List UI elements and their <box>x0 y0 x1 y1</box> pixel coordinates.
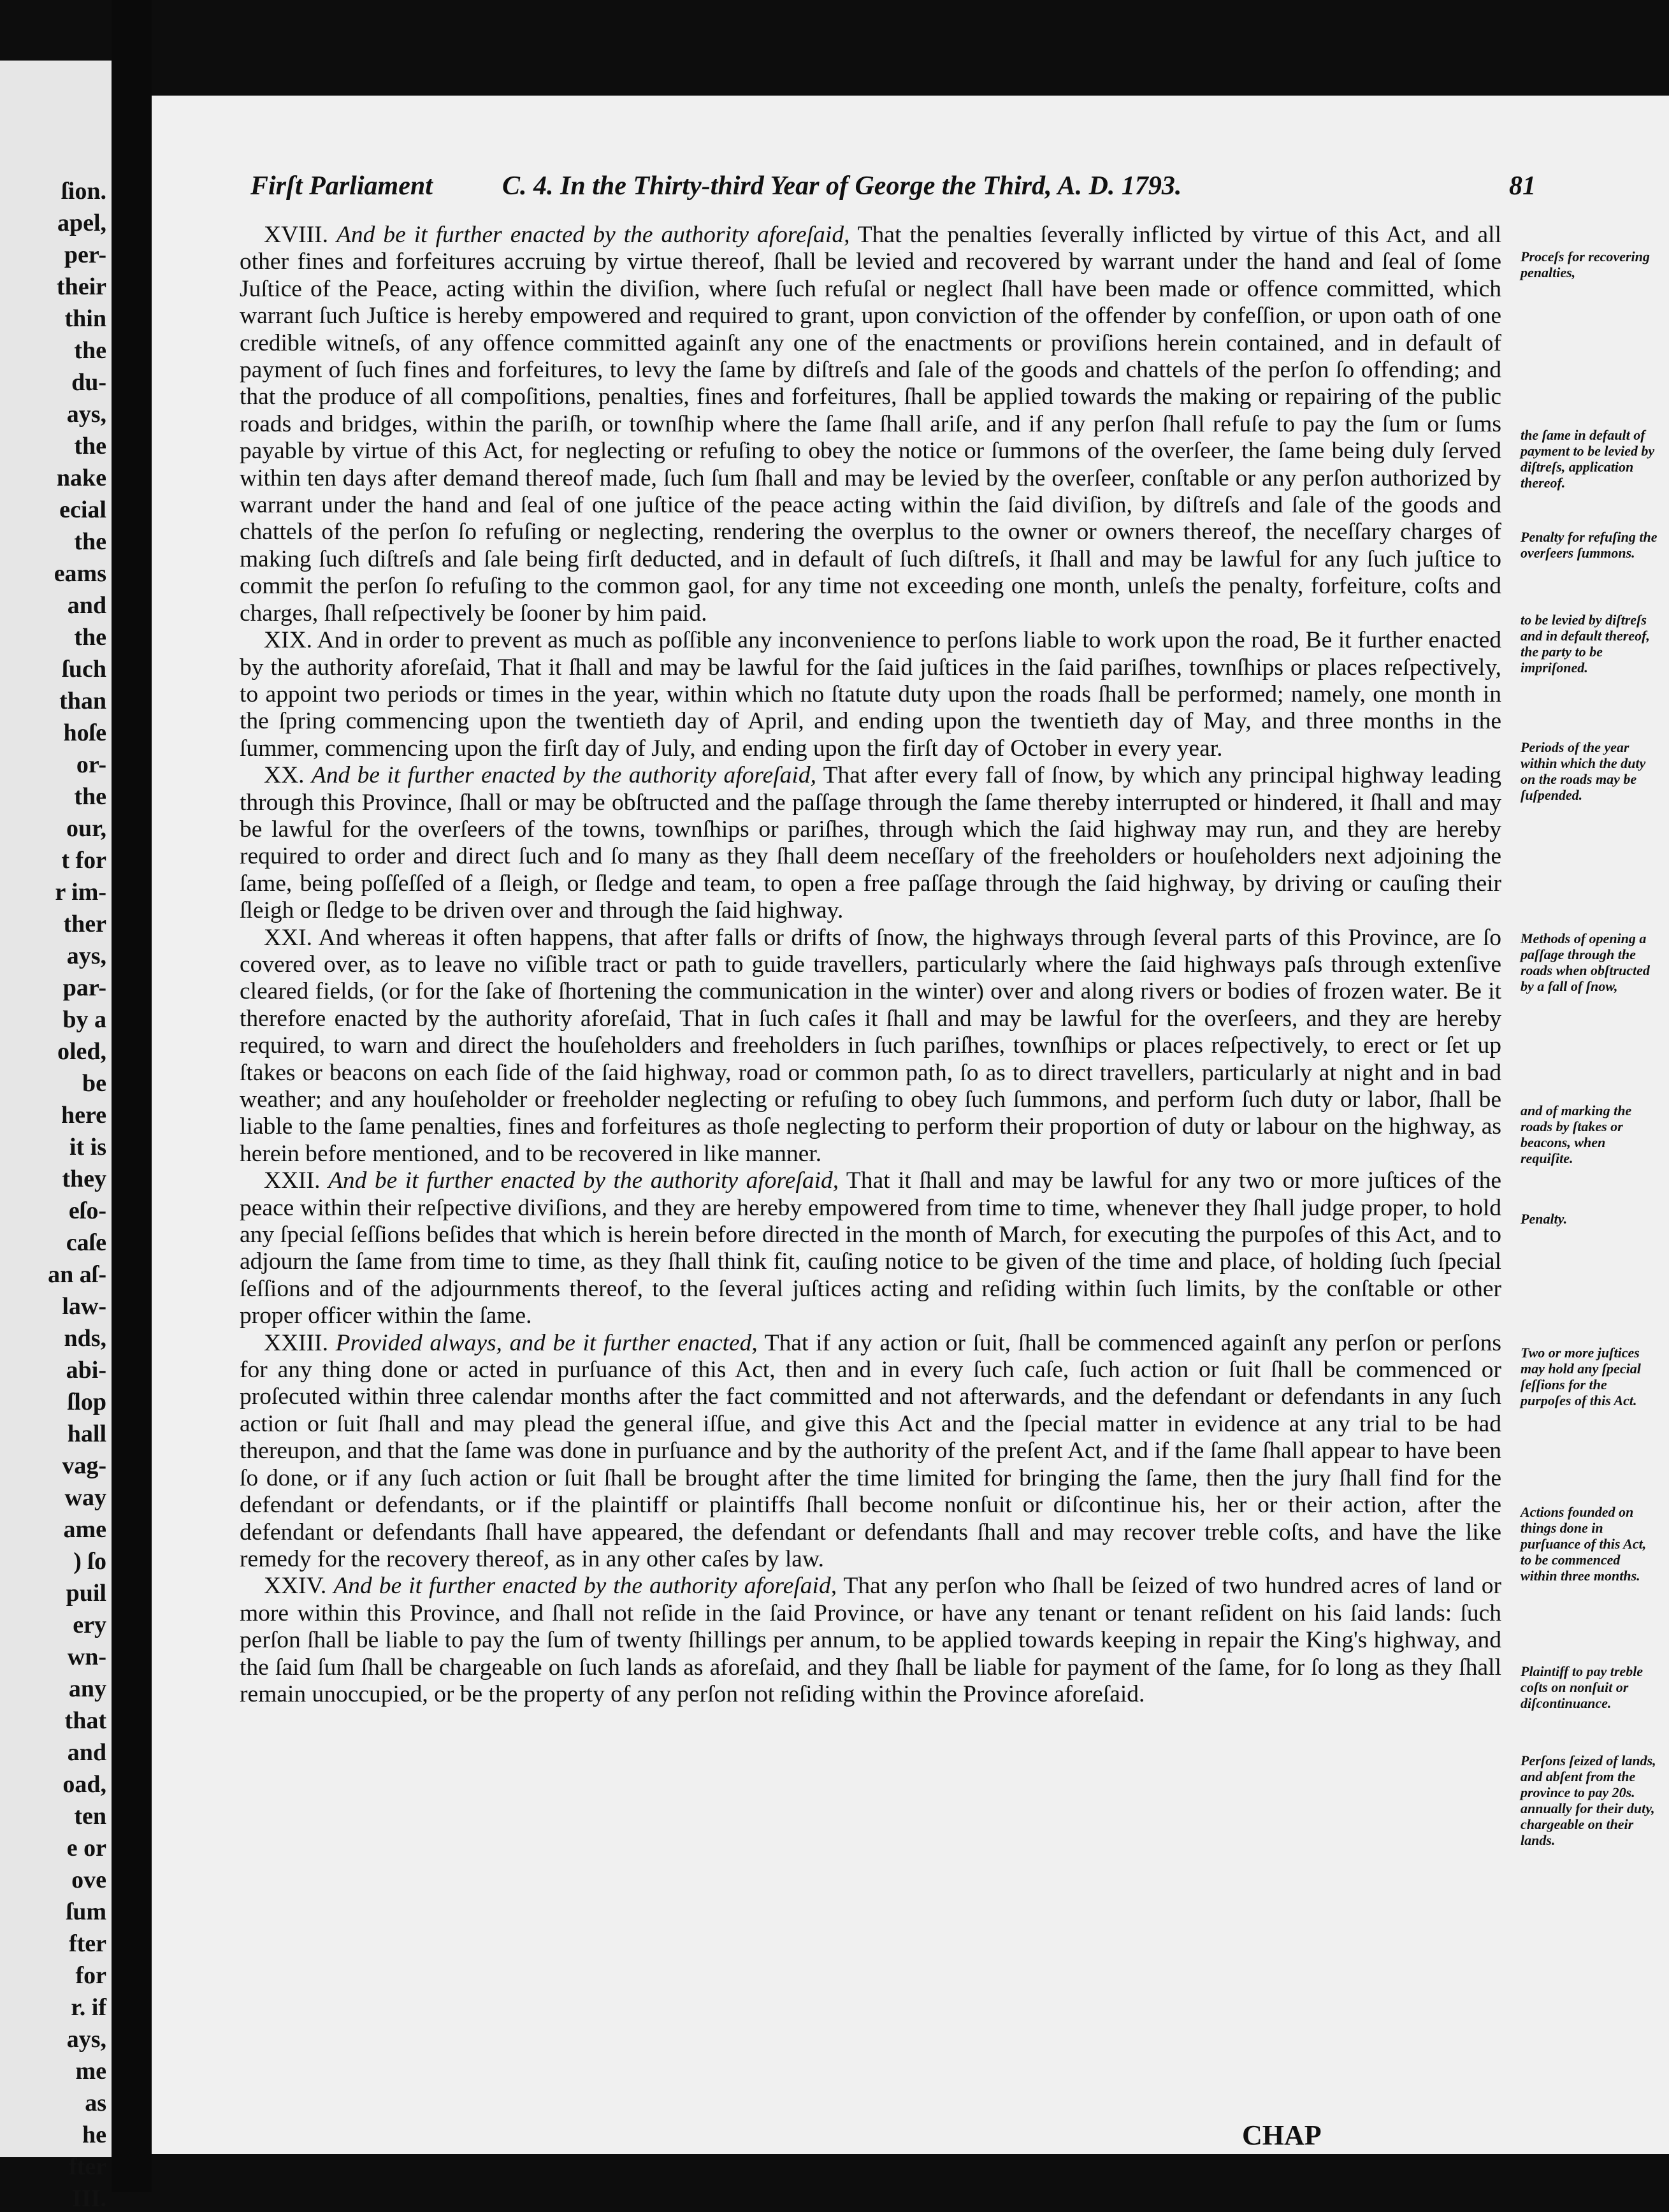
statute-section <box>240 222 1501 627</box>
adjacent-page-line: par- <box>62 974 106 1001</box>
adjacent-page-line: and <box>67 592 106 619</box>
adjacent-page-line: III. <box>72 2185 106 2212</box>
running-header <box>250 171 1536 209</box>
adjacent-page-line: ery <box>73 1612 106 1638</box>
adjacent-page-line: oled, <box>57 1038 106 1065</box>
enacting-clause: And be it further enacted by the authority aforeſaid, <box>328 1167 839 1194</box>
adjacent-page-line: r. if <box>71 1994 106 2021</box>
adjacent-page-line: ) ſo <box>73 1548 106 1575</box>
section-number: XX. <box>264 762 305 789</box>
section-text: That after every fall of ſnow, by which any principal highway leading through this Province, ſhall or may be obſtructed and the paſſage through the ſame thereby interrupted or hindered, it ſhall and may be lawful for the overſeers of the towns, townſhips or pariſhes, through which the ſaid highway may run, and they are hereby required to order and direct ſuch and ſo many as they ſhall deem neceſſary of the freeholders or houſeholders next adjoining the ſame, being poſſeſſed of a ſleigh, or ſledge and team, to open a free paſſage through the ſaid highway, by driving or cauſing their ſleigh or ſledge to be driven over and through the ſaid highway. <box>240 762 1502 924</box>
section-number: XXIV. <box>264 1573 327 1600</box>
margin-note: Penalty for refuſing the overſeers ſummons. <box>1521 529 1658 561</box>
section-number: XXII. <box>264 1167 321 1194</box>
adjacent-page-line: than <box>59 688 106 714</box>
section-text: And whereas it often happens, that after falls or drifts of ſnow, the highways through ſeveral parts of this Province, are ſo covered over, as to leave no viſible tract or path to guide travellers, particularly where the ſaid highways paſs through extenſive cleared fields, (or for the ſake of ſhortening the communication in the winter) over and along rivers or bodies of frozen water. Be it therefore enacted by the authority aforeſaid, That in ſuch caſes it ſhall and may be lawful for the overſeers, and they are hereby required, to warn and direct the houſeholders and freeholders in ſuch pariſhes, townſhips or places reſpectively, to erect or ſet up ſtakes or beacons on each ſide of the ſaid highway, road or common path, ſo as to direct travellers, particularly at night and in bad weather; and any houſeholder or freeholder neglecting or refuſing to obey ſuch ſummons, and perform ſuch duty or labor, ſhall be liable to the ſame penalties, fines and forfeitures as thoſe neglecting to perform their proportion of duty or labour on the highway, as herein before mentioned, and to be recovered in like manner. <box>240 924 1501 1167</box>
statute-section <box>240 1167 1501 1329</box>
adjacent-page-line: fter <box>68 1930 106 1957</box>
section-text: That the penalties ſeverally inflicted by virtue of this Act, and all other fines and forfeitures accruing by virtue thereof, ſhall be levied and recovered by warrant under the hand and ſeal of ſome Juſtice of the Peace, acting within the diviſion, where ſuch refuſal or neglect ſhall have been made or offence committed, which warrant ſuch Juſtice is hereby empowered and required to grant, upon conviction of the offender by confeſſion, or upon oath of one credible witneſs, of any offence committed againſt any one of the enactments or proviſions herein contained, and in default of payment of ſuch fines and forfeitures, to levy the ſame by diſtreſs and ſale of the goods and chattels of the perſon ſo offending; and that the produce of all compoſitions, penalties, fines and forfeitures, ſhall be applied towards the making or repairing of the public roads and bridges, within the pariſh, or townſhip where the ſame ſhall ariſe, and if any perſon ſhall refuſe to pay the ſum or ſums payable by virtue of this Act, for neglecting or refuſing to obey the notice or ſummons of the overſeer, the ſame being duly ſerved within ten days after demand thereof made, ſuch ſum ſhall and may be levied by the overſeer, conſtable or any perſon authorized by warrant under the hand and ſeal of one juſtice of the peace acting within the ſaid diviſion, by diſtreſs and ſale of the goods and chattels of the perſon ſo refuſing or neglecting, rendering the overplus to the owner or owners thereof, the neceſſary charges of making ſuch diſtreſs and ſale being firſt deducted, and in default of ſuch diſtreſs, it ſhall and may be lawful for any ſuch juſtice to commit the perſon ſo refuſing to the common gaol, for any time not exceeding one month, unleſs the penalty, forfeiture, coſts and charges, ſhall reſpectively be ſooner by him paid. <box>240 222 1501 626</box>
adjacent-page-line: any <box>68 1675 106 1702</box>
adjacent-page-line: it is <box>69 1134 106 1160</box>
margin-note: and of marking the roads by ſtakes or beacons, when requiſite. <box>1521 1102 1632 1166</box>
adjacent-page-line: eſo- <box>68 1197 106 1224</box>
adjacent-page-line: ecial <box>59 496 106 523</box>
adjacent-page-line: and <box>67 1739 106 1766</box>
adjacent-page-line: fter <box>68 2153 106 2180</box>
section-number: XXI. <box>264 924 313 951</box>
adjacent-page-line: caſe <box>66 1229 106 1256</box>
adjacent-page-line: be <box>82 1070 106 1097</box>
adjacent-page-line: that <box>64 1707 106 1734</box>
statute-section <box>240 762 1501 924</box>
margin-note: Periods of the year within which the duty on the roads may be ſuſpended. <box>1521 739 1646 803</box>
adjacent-page-line: the <box>74 337 106 364</box>
margin-note: Methods of opening a paſſage through the roads when obſtructed by a fall of ſnow, <box>1521 930 1650 994</box>
adjacent-page-line: way <box>64 1484 106 1511</box>
adjacent-page-line: their <box>56 273 106 300</box>
adjacent-page-line: they <box>62 1166 106 1192</box>
book-gutter <box>112 0 152 2192</box>
adjacent-page-line: ays, <box>66 2026 106 2053</box>
adjacent-page-line: he <box>82 2122 106 2148</box>
adjacent-page-line: nds, <box>64 1325 106 1352</box>
enacting-clause: And be it further enacted by the authority aforeſaid, <box>311 762 816 789</box>
adjacent-page-line: me <box>75 2058 106 2085</box>
section-number: XXIII. <box>264 1329 329 1356</box>
margin-note: Plaintiff to pay treble coſts on nonſuit or diſcontinuance. <box>1521 1663 1644 1711</box>
adjacent-page-line: or- <box>76 751 106 778</box>
adjacent-page-line: per- <box>64 242 106 268</box>
page-number: 81 <box>1509 171 1536 201</box>
adjacent-page-line: puil <box>66 1580 106 1607</box>
statute-section <box>240 1573 1501 1708</box>
adjacent-page-line: ays, <box>66 943 106 969</box>
adjacent-page-line: ſuch <box>62 656 106 683</box>
adjacent-page-line: ten <box>74 1803 106 1830</box>
statute-section <box>240 925 1501 1168</box>
margin-note: Penalty. <box>1521 1211 1568 1227</box>
adjacent-page-line: apel, <box>57 210 106 236</box>
adjacent-page-line: ays, <box>66 401 106 428</box>
enacting-clause: And be it further enacted by the authority aforeſaid, <box>333 1573 837 1600</box>
adjacent-page-line: ſion. <box>61 178 106 205</box>
section-text: That it ſhall and may be lawful for any two or more juſtices of the peace within their reſpective diviſions, and they are hereby empowered from time to time, whenever they ſhall judge proper, to hold any ſpecial ſeſſions beſides that which is herein before directed in the month of March, for executing the purpoſes of this Act, and to adjourn the ſame from time to time, as they ſhall think fit, cauſing notice to be given of the time and place, of holding ſuch ſpecial ſeſſions and of the adjournments thereof, to the ſeveral juſtices acting and reſiding within ſuch limits, by the conſtable or other proper officer within the ſame. <box>240 1167 1502 1329</box>
adjacent-page-line: ſlop <box>67 1389 106 1415</box>
document-page <box>152 96 1669 2154</box>
section-text: And in order to prevent as much as poſſible any inconvenience to perſons liable to work upon the road, Be it further enacted by the authority aforeſaid, That it ſhall and may be lawful for the ſaid juſtices in the ſaid pariſhes, townſhips or places reſpectively, to appoint two periods or times in the year, within which no ſtatute duty upon the roads ſhall be performed; namely, one month in the ſpring commencing upon the twentieth day of April, and ending upon the twentieth day of May, and three months in the ſummer, commencing upon the firſt day of July, and ending upon the firſt day of October in every year. <box>240 627 1501 762</box>
adjacent-page-line: ame <box>63 1516 106 1543</box>
adjacent-page-line: e or <box>66 1835 106 1861</box>
adjacent-page-line: the <box>74 783 106 810</box>
enacting-clause: And be it further enacted by the authority aforeſaid, <box>336 222 850 248</box>
adjacent-page-line: for <box>75 1962 106 1989</box>
adjacent-page-line: eams <box>54 560 106 587</box>
enacting-clause: Provided always, and be it further enacted, <box>335 1329 758 1356</box>
adjacent-page-line: nake <box>56 465 106 491</box>
adjacent-page-line: ther <box>63 911 106 937</box>
adjacent-page-fragment <box>0 61 112 2212</box>
header-chapter-title: C. 4. In the Thirty-third Year of George the Third, A. D. 1793. <box>502 171 1182 201</box>
adjacent-page-line: an aſ- <box>48 1261 106 1288</box>
statute-section <box>240 1330 1501 1573</box>
adjacent-page-line: wn- <box>67 1644 106 1670</box>
adjacent-page-line: t for <box>61 847 106 874</box>
adjacent-page-line: ove <box>71 1867 106 1893</box>
adjacent-page-line: hall <box>67 1420 106 1447</box>
adjacent-page-line: thin <box>64 305 106 332</box>
adjacent-page-line: du- <box>71 369 106 396</box>
adjacent-page-line: oad, <box>62 1771 106 1798</box>
header-parliament: Firſt Parliament <box>250 171 433 201</box>
adjacent-page-line: r im- <box>55 879 106 906</box>
margin-note: Actions founded on things done in purſuance of this Act, to be commenced within three months. <box>1521 1504 1647 1584</box>
margin-note: the ſame in default of payment to be levied by diſtreſs, application thereof. <box>1521 427 1655 491</box>
adjacent-page-line: as <box>85 2090 106 2116</box>
adjacent-page-line: ſum <box>66 1898 106 1925</box>
section-text: That if any action or ſuit, ſhall be commenced againſt any perſon or perſons for any thing done or acted in purſuance of this Act, then and in every ſuch caſe, ſuch action or ſuit ſhall be commenced or proſecuted within three calendar months after the fact committed and not afterwards, and the defendant or defendants in any ſuch action or ſuit ſhall and may plead the general iſſue, and give this Act and the ſpecial matter in evidence at any trial to be had thereupon, and that the ſame was done in purſuance and by the authority of the preſent Act, and if the ſame ſhall appear to have been ſo done, or if any ſuch action or ſuit ſhall be brought after the time limited for bringing the ſame, then the jury ſhall find for the defendant or defendants, or if the plaintiff or plaintiffs ſhall become nonſuit or diſcontinue his, her or their action, after the defendant or defendants ſhall have appeared, the defendant or defendants ſhall and may recover treble coſts, and have the like remedy for the recovery thereof, as in any other caſes by law. <box>240 1329 1501 1572</box>
adjacent-page-line: by a <box>62 1006 106 1033</box>
margin-note: to be levied by diſtreſs and in default thereof, the party to be impriſoned. <box>1521 612 1650 676</box>
margin-note: Perſons ſeized of lands, and abſent from the province to pay 20s. annually for their duty, chargeable on their lands. <box>1521 1753 1656 1848</box>
section-number: XVIII. <box>264 222 329 248</box>
statute-body <box>240 222 1501 1708</box>
adjacent-page-line: the <box>74 624 106 651</box>
adjacent-page-line: the <box>74 433 106 459</box>
margin-note: Two or more juſtices may hold any ſpecial ſeſſions for the purpoſes of this Act. <box>1521 1345 1641 1408</box>
adjacent-page-line: law- <box>62 1293 106 1320</box>
adjacent-page-line: hoſe <box>63 719 106 746</box>
margin-note: Proceſs for recovering penalties, <box>1521 249 1650 280</box>
statute-section <box>240 627 1501 762</box>
adjacent-page-line: the <box>74 528 106 555</box>
adjacent-page-line: our, <box>66 815 106 842</box>
adjacent-page-line: vag- <box>62 1452 106 1479</box>
adjacent-page-line: here <box>61 1102 106 1129</box>
catchword: CHAP <box>1242 2120 1322 2151</box>
adjacent-page-line: abi- <box>66 1357 106 1384</box>
section-text: That any perſon who ſhall be ſeized of two hundred acres of land or more within this Province, and ſhall not reſide in the ſaid Province, or have any tenant or tenant reſident on his ſaid lands: ſuch perſon ſhall be liable to pay the ſum of twenty ſhillings per annum, to be applied towards keeping in repair the King's highway, and the ſaid ſum ſhall be chargeable on ſuch lands as aforeſaid, and they ſhall be liable for payment of the ſame, for ſo long as they ſhall remain unoccupied, or be the property of any perſon not reſiding within the Province aforeſaid. <box>240 1573 1502 1707</box>
section-number: XIX. <box>264 627 313 654</box>
